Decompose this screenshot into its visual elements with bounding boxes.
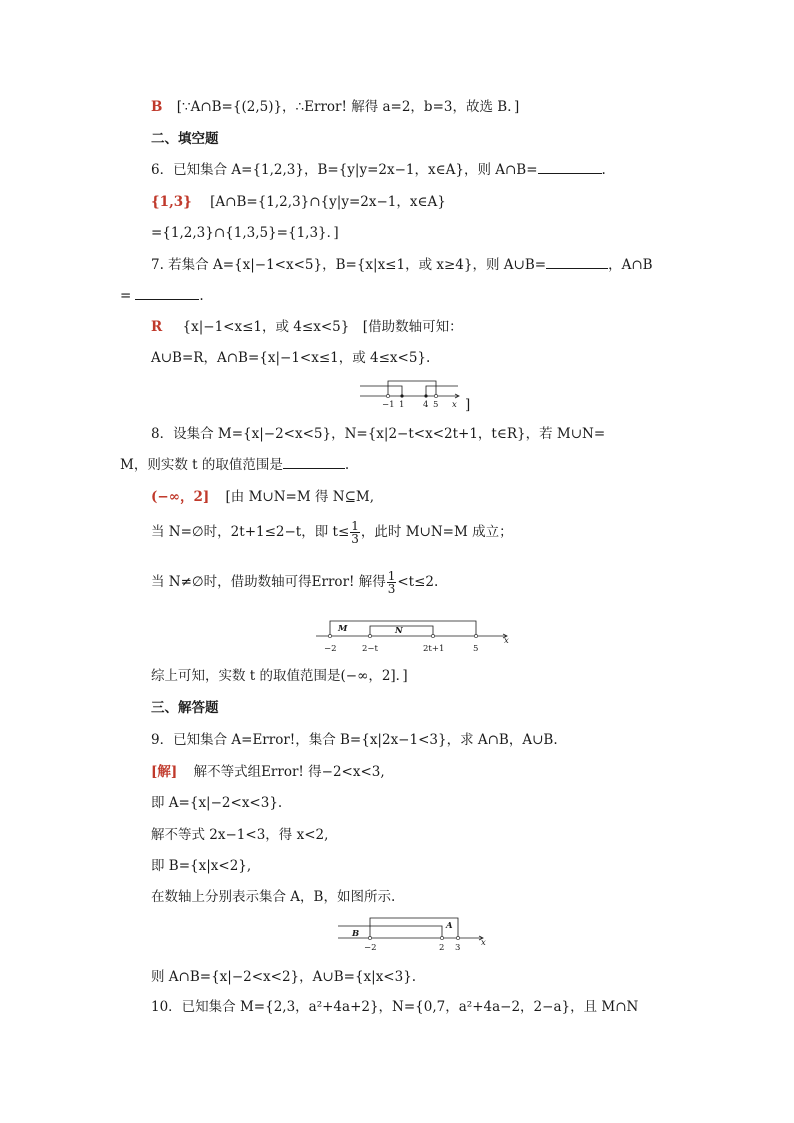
tick-label: 2	[439, 943, 445, 953]
answer-7-continued: A∪B=R，A∩B={x|−1<x≤1，或 4≤x<5}.	[151, 350, 431, 366]
open-point	[434, 394, 437, 397]
answer-8-case-2	[151, 570, 438, 595]
open-point	[474, 634, 477, 637]
solution-9-line2: 即 A={x|−2<x<3}.	[151, 795, 283, 811]
tick-label: 2−t	[362, 644, 378, 654]
set-b-left-bracket	[360, 386, 402, 396]
axis-label: x	[452, 400, 457, 410]
tick-label: 3	[455, 943, 461, 953]
number-line-figure-8	[316, 616, 516, 656]
answer-8	[151, 488, 374, 506]
set-a-bracket	[370, 918, 458, 938]
answer-8-conclusion: 综上可知，实数 t 的取值范围是(−∞，2]．]	[151, 668, 408, 684]
answer-6-explanation: [A∩B={1,2,3}∩{y|y=2x−1，x∈A}	[210, 194, 446, 210]
open-point	[440, 936, 443, 939]
answer-5-explanation: [∵A∩B={(2,5)}，∴Error! 解得 a=2，b=3，故选 B．]	[176, 99, 520, 115]
open-point	[328, 634, 331, 637]
solution-9-line4: 即 B={x|x<2},	[151, 858, 252, 874]
tick-label: −2	[324, 644, 337, 654]
answer-blank	[135, 287, 199, 300]
tick-label: 5	[473, 644, 479, 654]
question-10: 10．已知集合 M={2,3，a²+4a+2}，N={0,7，a²+4a−2，2−a}，且 M∩N	[151, 999, 639, 1015]
answer-7-close-bracket: ]	[465, 397, 471, 413]
solution-9-line1	[151, 763, 385, 781]
open-point	[386, 394, 389, 397]
question-7-text-mid: ，A∩B	[608, 257, 653, 273]
period: .	[199, 288, 204, 304]
case-2-text: 当 N≠∅时，借助数轴可得Error! 解得	[151, 574, 386, 590]
solution-9-text: 解不等式组Error! 得−2<x<3,	[193, 764, 385, 780]
question-8-line2	[120, 456, 349, 474]
answer-5-choice: B	[151, 99, 163, 115]
set-label-a: A	[446, 921, 453, 931]
tick-label: 4	[423, 400, 429, 410]
case-1-text: 当 N=∅时，2t+1≤2−t，即 t≤	[151, 524, 350, 540]
answer-7-explanation: {x|−1<x≤1，或 4≤x<5} [借助数轴可知：	[182, 319, 463, 335]
answer-8-explanation: [由 M∪N=M 得 N⊆M,	[225, 489, 374, 505]
set-b-right-bracket	[426, 386, 458, 396]
fraction-one-third: $\frac{1}{3}$	[387, 569, 396, 596]
question-9: 9．已知集合 A=Error!，集合 B={x|2x−1<3}，求 A∩B，A∪B.	[151, 732, 558, 748]
answer-line-5	[151, 98, 519, 116]
open-point	[368, 634, 371, 637]
answer-blank	[546, 256, 608, 269]
question-6	[151, 161, 606, 179]
set-a-bracket	[388, 381, 436, 396]
case-1-text-end: ，此时 M∪N=M 成立；	[360, 524, 513, 540]
open-point	[368, 936, 371, 939]
tick-label: 5	[433, 400, 439, 410]
tick-label: 1	[399, 400, 405, 410]
fraction-one-third: $\frac{1}{3}$	[351, 519, 359, 546]
solution-9-line3: 解不等式 2x−1<3，得 x<2,	[151, 827, 329, 843]
question-8: 8．设集合 M={x|−2<x<5}，N={x|2−t<x<2t+1，t∈R}，若 M∪N=	[151, 426, 606, 442]
equals: =	[120, 288, 132, 304]
question-6-text: 6．已知集合 A={1,2,3}，B={y|y=2x−1，x∈A}，则 A∩B=	[151, 162, 538, 178]
set-label-n: N	[395, 626, 403, 636]
period: .	[601, 162, 606, 178]
solution-9-line5: 在数轴上分别表示集合 A，B，如图所示.	[151, 889, 396, 905]
open-point	[456, 936, 459, 939]
question-7-text: 7. 若集合 A={x|−1<x<5}，B={x|x≤1，或 x≥4}，则 A∪B=	[151, 257, 547, 273]
question-7	[151, 256, 653, 274]
answer-7	[151, 318, 463, 336]
answer-blank	[538, 161, 602, 174]
tick-label: 2t+1	[423, 644, 445, 654]
closed-point	[424, 394, 427, 397]
answer-6-continued: ={1,2,3}∩{1,3,5}={1,3}．]	[151, 225, 339, 241]
question-8-text: M，则实数 t 的取值范围是	[120, 457, 283, 473]
answer-blank	[283, 456, 345, 469]
tick-label: −1	[382, 400, 395, 410]
set-m-bracket	[330, 621, 476, 636]
number-line-figure-7	[360, 376, 470, 410]
set-label-b: B	[352, 929, 360, 939]
answer-6	[151, 193, 446, 211]
answer-7-value: R	[151, 319, 163, 335]
axis-label: x	[481, 938, 486, 948]
open-point	[431, 634, 434, 637]
section-heading-fill-in: 二、填空题	[151, 131, 219, 147]
number-line-figure-9	[338, 912, 498, 954]
solution-9-line6: 则 A∩B={x|−2<x<2}，A∪B={x|x<3}.	[151, 969, 417, 985]
set-label-m: M	[338, 624, 348, 634]
question-7-line2	[120, 287, 204, 305]
tick-label: −2	[364, 943, 377, 953]
axis-label: x	[504, 636, 509, 646]
case-2-text-end: <t≤2.	[397, 574, 439, 590]
solution-tag: [解]	[151, 764, 178, 780]
closed-point	[400, 394, 403, 397]
period: .	[344, 457, 350, 473]
answer-8-value: (−∞，2]	[151, 489, 210, 505]
answer-8-case-1	[151, 520, 513, 545]
section-heading-solutions: 三、解答题	[151, 700, 219, 716]
answer-6-value: {1,3}	[151, 194, 192, 210]
